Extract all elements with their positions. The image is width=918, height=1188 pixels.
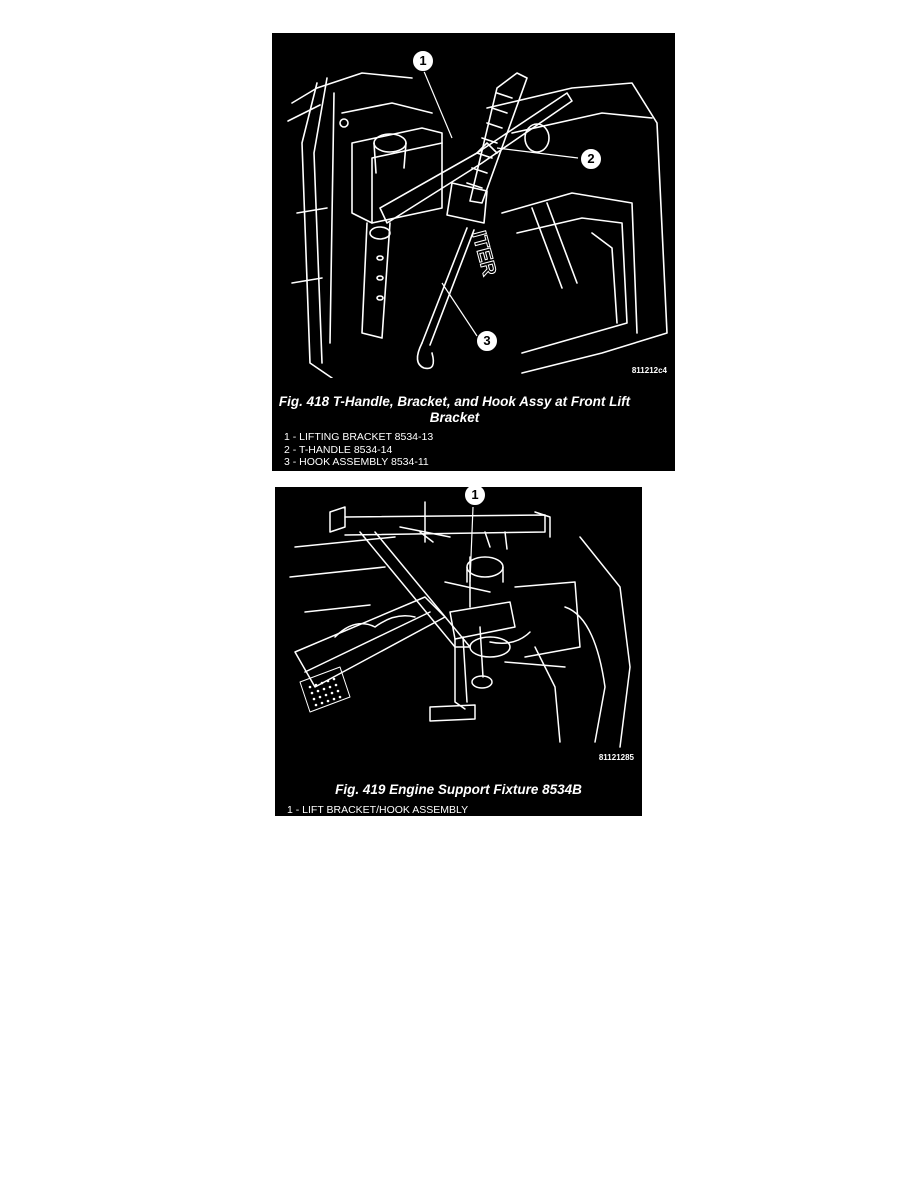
- figure-title: Fig. 418 T-Handle, Bracket, and Hook Assy at Front Lift Bracket: [278, 394, 631, 424]
- legend-item: 3 - HOOK ASSEMBLY 8534-11: [284, 456, 429, 468]
- figure-legend: [284, 431, 433, 469]
- callout-1: 1: [464, 487, 486, 506]
- callout-2: 2: [580, 148, 602, 170]
- figure-legend: [287, 804, 468, 816]
- figure-418-illustration: [272, 33, 675, 378]
- figure-419: [275, 487, 642, 816]
- figure-418: [272, 33, 675, 471]
- figure-id-code: 81121285: [598, 753, 634, 762]
- legend-item: 1 - LIFTING BRACKET 8534-13: [284, 431, 434, 443]
- figure-title: Fig. 419 Engine Support Fixture 8534B: [335, 782, 582, 797]
- callout-3: 3: [476, 330, 498, 352]
- callout-1: 1: [412, 50, 434, 72]
- figure-419-illustration: [275, 487, 642, 757]
- legend-item: 1 - LIFT BRACKET/HOOK ASSEMBLY: [287, 804, 469, 816]
- engraved-text: ITER: [467, 228, 501, 279]
- legend-item: 2 - T-HANDLE 8534-14: [284, 443, 393, 456]
- figure-id-code: 811212c4: [631, 366, 667, 375]
